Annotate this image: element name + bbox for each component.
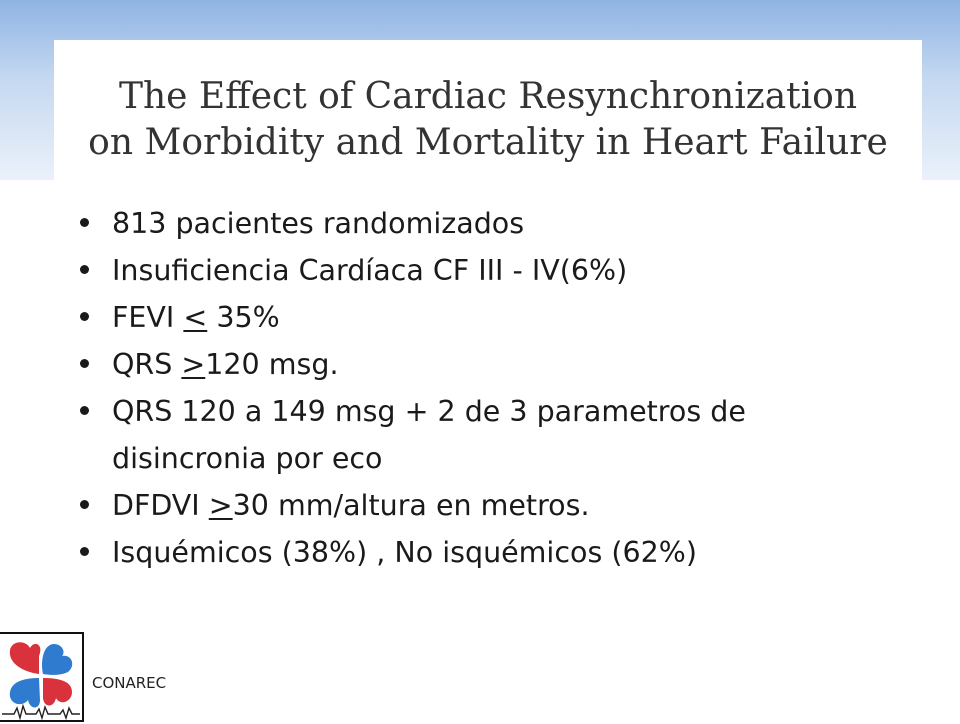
bullet-dot-icon [80, 265, 89, 274]
logo-heart-top-left [10, 642, 41, 674]
bullet-text-part: 35% [207, 301, 280, 334]
bullet-item [80, 294, 860, 341]
logo-ecg-line [2, 706, 80, 718]
bullet-text-part: DFDVI [112, 489, 209, 522]
bullet-dot-icon [80, 547, 89, 556]
slide-title-line-2: on Morbidity and Mortality in Heart Failure [88, 122, 888, 163]
bullet-underlined-symbol: > [208, 489, 233, 522]
bullet-text: Isquémicos (38%) , No isquémicos (62%) [112, 536, 697, 569]
bullet-text-part: 120 msg. [205, 348, 339, 381]
bullet-text-part: FEVI [112, 301, 184, 334]
bullet-underlined-symbol: < [183, 301, 208, 334]
logo-heart-top-right [42, 644, 72, 675]
bullet-text: QRS 120 a 149 msg + 2 de 3 parametros de disincronia por eco [112, 395, 746, 475]
bullet-list [80, 200, 860, 576]
bullet-item [80, 388, 860, 482]
bullet-text-part: QRS [112, 348, 182, 381]
slide-title-line-1: The Effect of Cardiac Resynchronization [118, 76, 858, 117]
bullet-dot-icon [80, 359, 89, 368]
bullet-text-part: 30 mm/altura en metros. [232, 489, 590, 522]
bullet-item [80, 482, 860, 529]
slide-title [54, 74, 922, 166]
bullet-item [80, 341, 860, 388]
bullet-underlined-symbol: > [181, 348, 206, 381]
bullet-item [80, 200, 860, 247]
bullet-dot-icon [80, 218, 89, 227]
bullet-text: 813 pacientes randomizados [112, 207, 525, 240]
conarec-logo [0, 632, 84, 722]
bullet-text: Insuficiencia Cardíaca CF III - IV(6%) [112, 254, 628, 287]
heart-clover-ecg-logo-icon [0, 634, 82, 720]
bullet-dot-icon [80, 312, 89, 321]
logo-heart-bottom-left [10, 678, 40, 708]
bullet-dot-icon [80, 406, 89, 415]
bullet-item [80, 247, 860, 294]
footer-label: CONAREC [92, 674, 167, 692]
bullet-item [80, 529, 860, 576]
bullet-dot-icon [80, 500, 89, 509]
logo-heart-bottom-right [43, 678, 72, 706]
